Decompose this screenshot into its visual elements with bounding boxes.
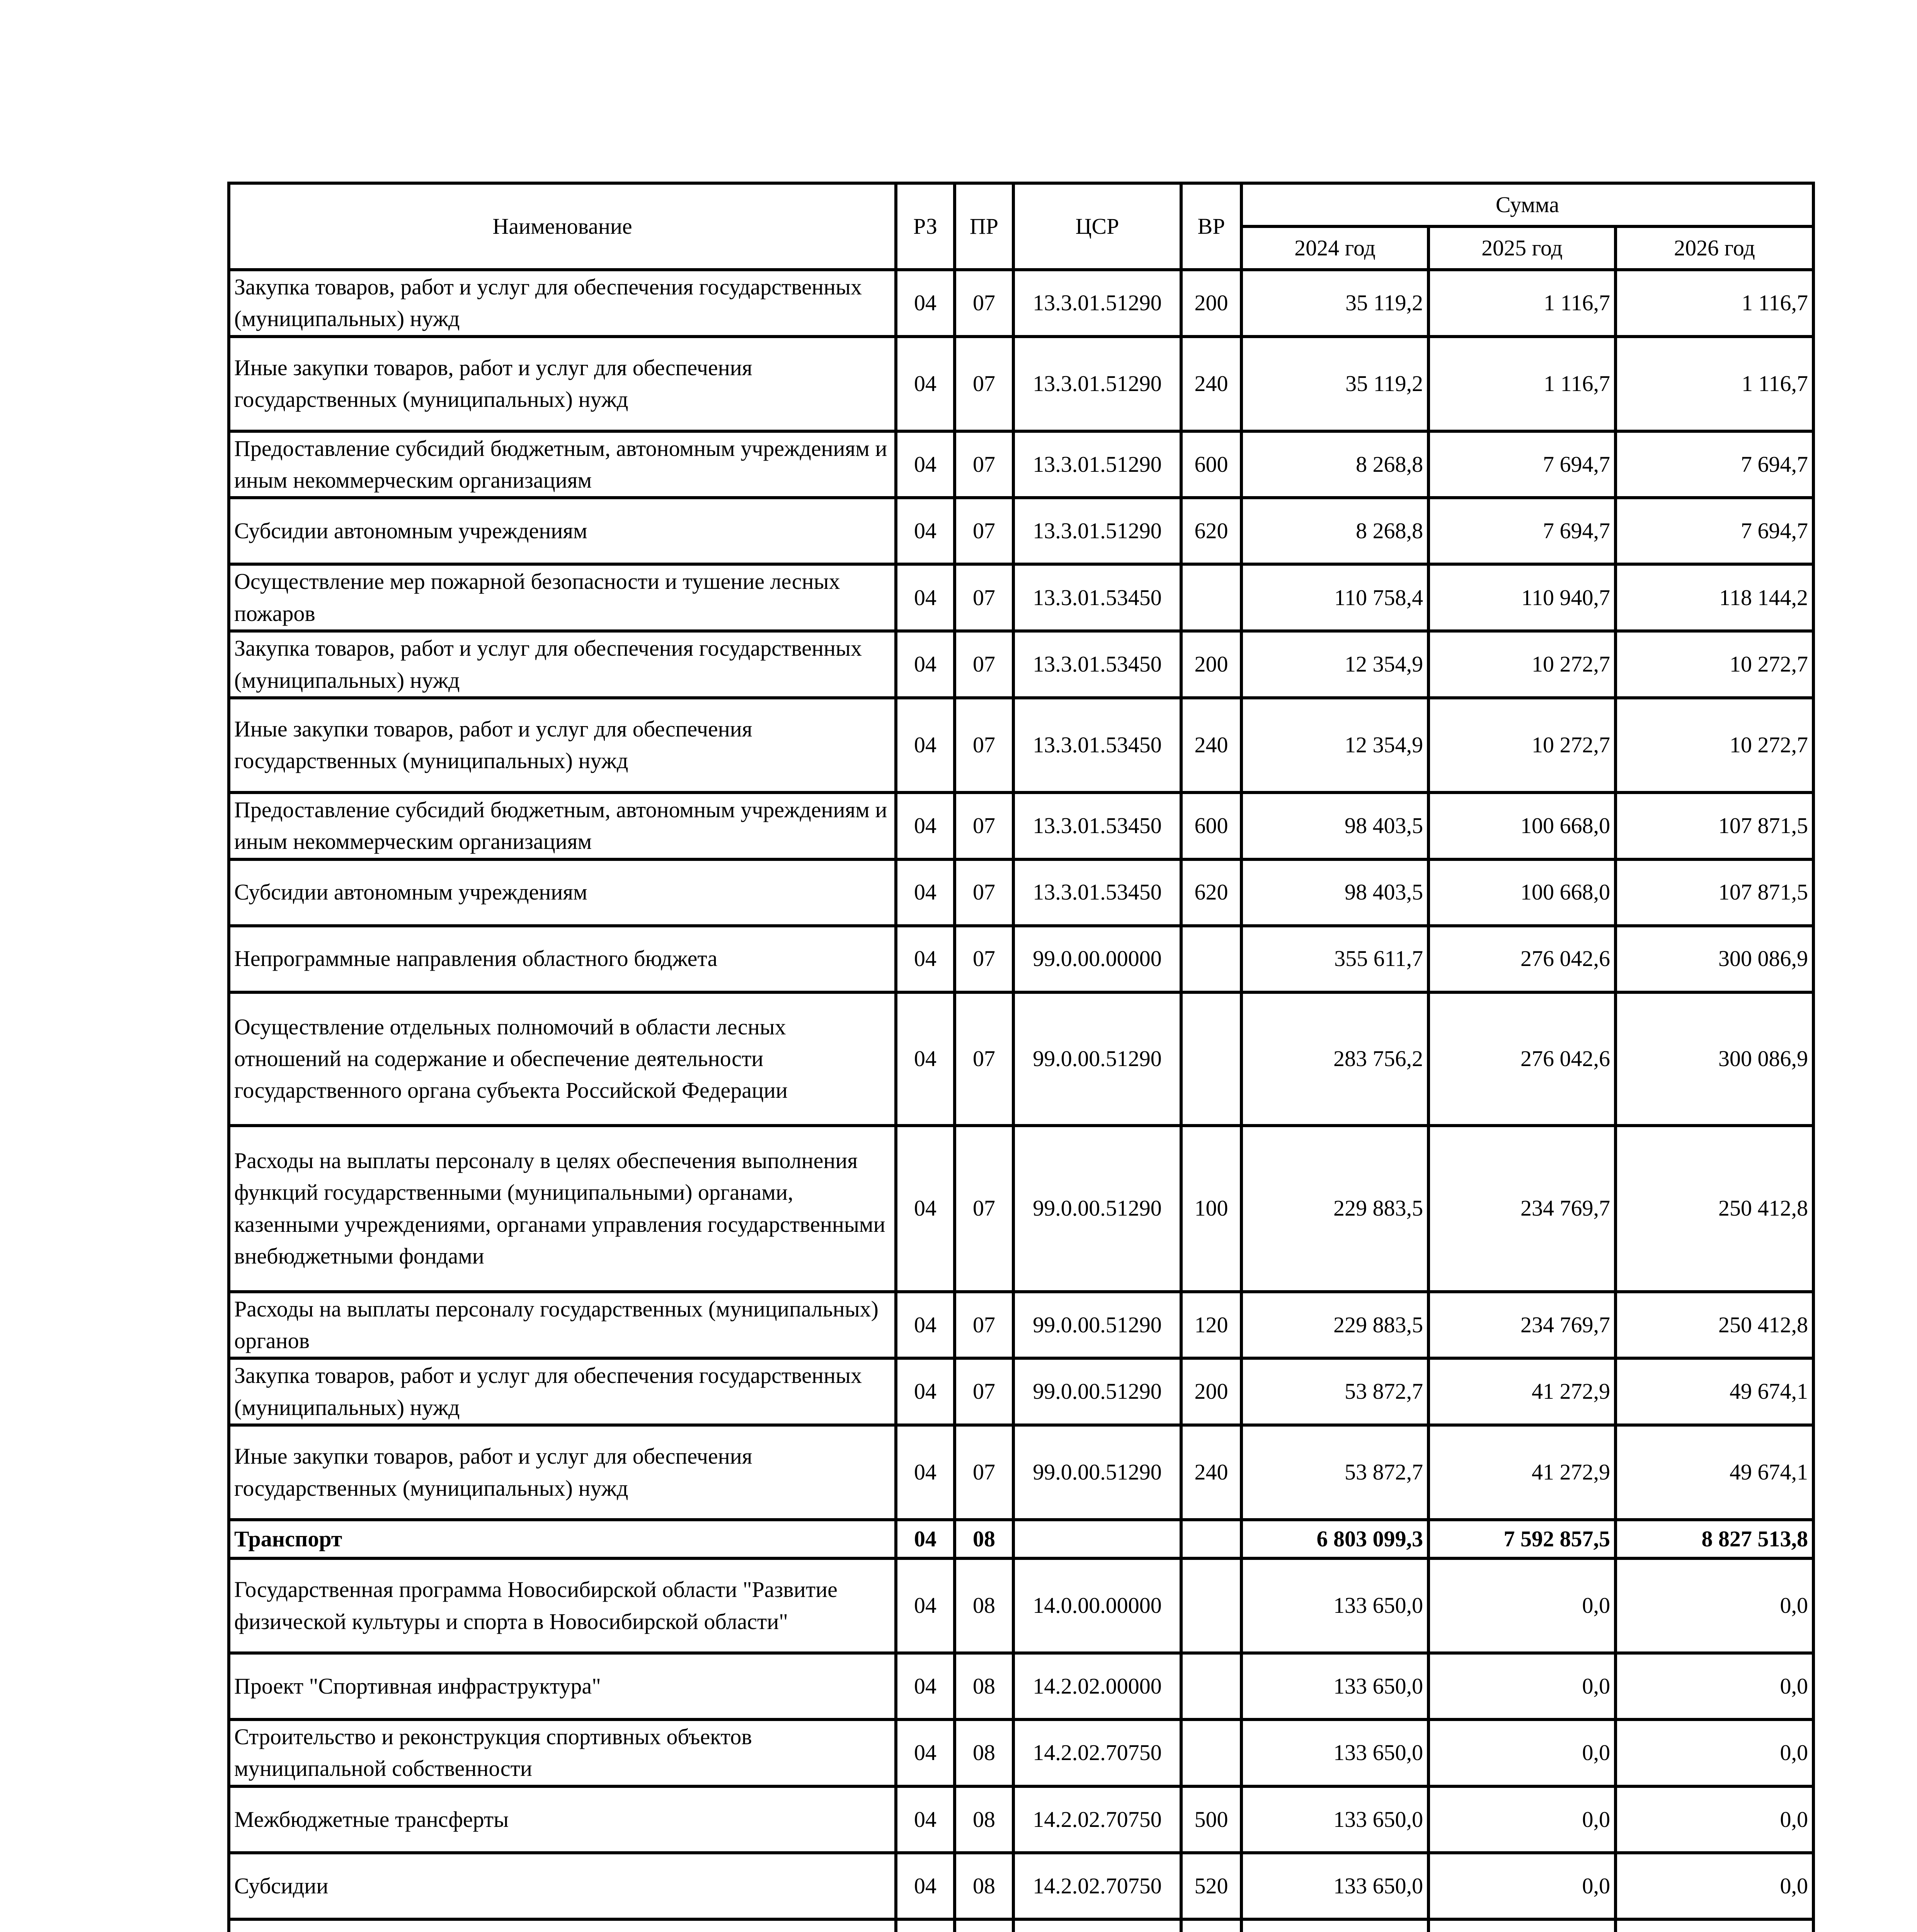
row-sum-2025: 10 272,7 [1428, 698, 1616, 793]
row-vr [1181, 1919, 1241, 1932]
row-sum-2026: 118 144,2 [1616, 564, 1813, 631]
row-sum-2026: 250 412,8 [1616, 1126, 1813, 1292]
row-pr: 07 [955, 631, 1013, 698]
row-sum-2026: 49 674,1 [1616, 1358, 1813, 1425]
row-sum-2025: 276 042,6 [1428, 926, 1616, 992]
row-sum-2025: 110 940,7 [1428, 564, 1616, 631]
row-name: Иные закупки товаров, работ и услуг для обеспечения государственных (муниципальных) нужд [229, 1425, 896, 1520]
row-sum-2026: 300 086,9 [1616, 992, 1813, 1126]
row-sum-2024: 35 119,2 [1241, 270, 1428, 337]
header-csr: ЦСР [1013, 183, 1181, 270]
row-vr: 240 [1181, 337, 1241, 431]
row-csr: 13.3.01.51290 [1013, 337, 1181, 431]
row-name: Транспорт [229, 1520, 896, 1558]
row-sum-2024: 229 883,5 [1241, 1126, 1428, 1292]
row-vr: 620 [1181, 859, 1241, 926]
row-rz: 04 [896, 1719, 955, 1786]
row-name: Субсидии [229, 1853, 896, 1919]
row-pr: 08 [955, 1719, 1013, 1786]
table-row [229, 1292, 1813, 1359]
row-rz: 04 [896, 431, 955, 498]
row-pr: 07 [955, 926, 1013, 992]
table-row [229, 1520, 1813, 1558]
row-rz: 04 [896, 498, 955, 564]
header-pr: ПР [955, 183, 1013, 270]
row-sum-2026: 10 272,7 [1616, 698, 1813, 793]
row-pr: 07 [955, 793, 1013, 859]
row-sum-2024: 53 872,7 [1241, 1425, 1428, 1520]
header-year-2024: 2024 год [1241, 226, 1428, 270]
row-csr: 99.0.00.51290 [1013, 1425, 1181, 1520]
row-sum-2025: 0,0 [1428, 1853, 1616, 1919]
table-row [229, 1358, 1813, 1425]
row-sum-2025 [1428, 1919, 1616, 1932]
row-name: Закупка товаров, работ и услуг для обеспечения государственных (муниципальных) нужд [229, 270, 896, 337]
row-rz [896, 1919, 955, 1932]
table-header [229, 183, 1813, 270]
row-sum-2026: 0,0 [1616, 1558, 1813, 1653]
table-row [229, 926, 1813, 992]
row-csr: 13.3.01.51290 [1013, 270, 1181, 337]
table-row [229, 992, 1813, 1126]
table-row [229, 1719, 1813, 1786]
row-sum-2025: 1 116,7 [1428, 270, 1616, 337]
row-csr: 13.3.01.53450 [1013, 698, 1181, 793]
row-pr: 07 [955, 498, 1013, 564]
row-rz: 04 [896, 1520, 955, 1558]
row-sum-2024: 133 650,0 [1241, 1558, 1428, 1653]
row-pr: 08 [955, 1558, 1013, 1653]
row-sum-2024 [1241, 1919, 1428, 1932]
row-vr [1181, 1719, 1241, 1786]
row-vr: 120 [1181, 1292, 1241, 1359]
row-vr: 100 [1181, 1126, 1241, 1292]
row-sum-2024: 12 354,9 [1241, 631, 1428, 698]
row-sum-2026: 0,0 [1616, 1786, 1813, 1853]
row-sum-2024: 133 650,0 [1241, 1719, 1428, 1786]
row-sum-2026: 0,0 [1616, 1653, 1813, 1719]
row-vr: 600 [1181, 793, 1241, 859]
row-sum-2025: 0,0 [1428, 1719, 1616, 1786]
row-vr [1181, 992, 1241, 1126]
row-sum-2026: 300 086,9 [1616, 926, 1813, 992]
row-csr: 14.2.02.70750 [1013, 1853, 1181, 1919]
row-pr: 07 [955, 1358, 1013, 1425]
row-csr: 13.3.01.53450 [1013, 631, 1181, 698]
row-name: Межбюджетные трансферты [229, 1786, 896, 1853]
row-vr: 240 [1181, 698, 1241, 793]
table-row [229, 431, 1813, 498]
row-vr [1181, 926, 1241, 992]
row-sum-2025: 100 668,0 [1428, 859, 1616, 926]
row-csr: 99.0.00.51290 [1013, 1358, 1181, 1425]
row-name: Осуществление мер пожарной безопасности и тушение лесных пожаров [229, 564, 896, 631]
row-name: Государственная программа Новосибирской области "Развитие физической культуры и спорта в Новосибирской области" [229, 1558, 896, 1653]
row-sum-2026: 10 272,7 [1616, 631, 1813, 698]
row-sum-2026: 1 116,7 [1616, 337, 1813, 431]
row-sum-2024: 283 756,2 [1241, 992, 1428, 1126]
table-row [229, 1558, 1813, 1653]
table-row [229, 1126, 1813, 1292]
row-pr: 07 [955, 859, 1013, 926]
row-pr: 07 [955, 564, 1013, 631]
table-row [229, 498, 1813, 564]
row-vr: 500 [1181, 1786, 1241, 1853]
row-pr: 07 [955, 431, 1013, 498]
row-sum-2026: 0,0 [1616, 1719, 1813, 1786]
row-name: Закупка товаров, работ и услуг для обеспечения государственных (муниципальных) нужд [229, 631, 896, 698]
row-sum-2025: 7 592 857,5 [1428, 1520, 1616, 1558]
header-name: Наименование [229, 183, 896, 270]
row-csr [1013, 1520, 1181, 1558]
row-vr [1181, 564, 1241, 631]
table-row [229, 698, 1813, 793]
row-csr: 14.2.02.70750 [1013, 1719, 1181, 1786]
row-sum-2024: 110 758,4 [1241, 564, 1428, 631]
table-row [229, 793, 1813, 859]
row-name: Расходы на выплаты персоналу в целях обеспечения выполнения функций государственными (муниципальными) органами, казенными учреждениями, органами управления государственными внебюджетными фондами [229, 1126, 896, 1292]
row-csr: 13.3.01.53450 [1013, 793, 1181, 859]
row-rz: 04 [896, 631, 955, 698]
row-sum-2024: 53 872,7 [1241, 1358, 1428, 1425]
row-rz: 04 [896, 859, 955, 926]
table-row [229, 859, 1813, 926]
row-vr: 240 [1181, 1425, 1241, 1520]
header-sum: Сумма [1241, 183, 1813, 226]
row-csr: 99.0.00.51290 [1013, 1292, 1181, 1359]
row-vr: 620 [1181, 498, 1241, 564]
row-sum-2025: 0,0 [1428, 1786, 1616, 1853]
table-row [229, 337, 1813, 431]
row-name: Непрограммные направления областного бюджета [229, 926, 896, 992]
row-rz: 04 [896, 793, 955, 859]
table-row [229, 1425, 1813, 1520]
row-sum-2026: 7 694,7 [1616, 431, 1813, 498]
row-vr: 600 [1181, 431, 1241, 498]
row-pr: 07 [955, 1126, 1013, 1292]
row-name: Осуществление отдельных полномочий в области лесных отношений на содержание и обеспечение деятельности государственного органа субъекта Российской Федерации [229, 992, 896, 1126]
row-rz: 04 [896, 1425, 955, 1520]
row-csr: 13.3.01.53450 [1013, 564, 1181, 631]
row-rz: 04 [896, 1786, 955, 1853]
row-name: Иные закупки товаров, работ и услуг для обеспечения государственных (муниципальных) нужд [229, 698, 896, 793]
row-sum-2026: 8 827 513,8 [1616, 1520, 1813, 1558]
row-csr [1013, 1919, 1181, 1932]
budget-table [227, 182, 1815, 1932]
row-vr [1181, 1558, 1241, 1653]
row-sum-2024: 133 650,0 [1241, 1786, 1428, 1853]
row-sum-2024: 8 268,8 [1241, 498, 1428, 564]
row-name: Предоставление субсидий бюджетным, автономным учреждениям и иным некоммерческим организациям [229, 793, 896, 859]
row-rz: 04 [896, 1653, 955, 1719]
table-row [229, 564, 1813, 631]
row-name [229, 1919, 896, 1932]
row-name: Субсидии автономным учреждениям [229, 498, 896, 564]
header-year-2026: 2026 год [1616, 226, 1813, 270]
row-name: Расходы на выплаты персоналу государственных (муниципальных) органов [229, 1292, 896, 1359]
table-row [229, 1653, 1813, 1719]
row-name: Строительство и реконструкция спортивных объектов муниципальной собственности [229, 1719, 896, 1786]
row-sum-2024: 6 803 099,3 [1241, 1520, 1428, 1558]
row-pr: 07 [955, 1292, 1013, 1359]
row-name: Предоставление субсидий бюджетным, автономным учреждениям и иным некоммерческим организациям [229, 431, 896, 498]
row-csr: 99.0.00.51290 [1013, 1126, 1181, 1292]
row-sum-2024: 98 403,5 [1241, 859, 1428, 926]
row-sum-2025: 0,0 [1428, 1558, 1616, 1653]
row-vr: 200 [1181, 1358, 1241, 1425]
row-sum-2024: 229 883,5 [1241, 1292, 1428, 1359]
row-sum-2025: 41 272,9 [1428, 1358, 1616, 1425]
row-vr [1181, 1520, 1241, 1558]
row-rz: 04 [896, 1358, 955, 1425]
row-sum-2025: 276 042,6 [1428, 992, 1616, 1126]
table-row [229, 1853, 1813, 1919]
row-csr: 14.2.02.70750 [1013, 1786, 1181, 1853]
row-sum-2025: 7 694,7 [1428, 431, 1616, 498]
row-sum-2026: 0,0 [1616, 1853, 1813, 1919]
row-vr: 200 [1181, 631, 1241, 698]
row-name: Проект "Спортивная инфраструктура" [229, 1653, 896, 1719]
row-rz: 04 [896, 1853, 955, 1919]
row-sum-2026: 1 116,7 [1616, 270, 1813, 337]
row-csr: 99.0.00.00000 [1013, 926, 1181, 992]
row-sum-2025: 1 116,7 [1428, 337, 1616, 431]
row-pr [955, 1919, 1013, 1932]
row-vr: 520 [1181, 1853, 1241, 1919]
row-csr: 13.3.01.51290 [1013, 498, 1181, 564]
row-rz: 04 [896, 337, 955, 431]
row-sum-2025: 41 272,9 [1428, 1425, 1616, 1520]
header-vr: ВР [1181, 183, 1241, 270]
row-csr: 13.3.01.51290 [1013, 431, 1181, 498]
row-sum-2025: 234 769,7 [1428, 1126, 1616, 1292]
row-name: Закупка товаров, работ и услуг для обеспечения государственных (муниципальных) нужд [229, 1358, 896, 1425]
row-sum-2026: 250 412,8 [1616, 1292, 1813, 1359]
table-row [229, 631, 1813, 698]
row-pr: 07 [955, 337, 1013, 431]
row-name: Иные закупки товаров, работ и услуг для обеспечения государственных (муниципальных) нужд [229, 337, 896, 431]
table-body [229, 270, 1813, 1932]
row-csr: 13.3.01.53450 [1013, 859, 1181, 926]
table-row [229, 270, 1813, 337]
row-sum-2025: 0,0 [1428, 1653, 1616, 1719]
row-pr: 08 [955, 1520, 1013, 1558]
row-rz: 04 [896, 564, 955, 631]
row-sum-2025: 100 668,0 [1428, 793, 1616, 859]
row-sum-2024: 98 403,5 [1241, 793, 1428, 859]
header-year-2025: 2025 год [1428, 226, 1616, 270]
row-rz: 04 [896, 1292, 955, 1359]
row-sum-2025: 10 272,7 [1428, 631, 1616, 698]
row-sum-2026: 107 871,5 [1616, 793, 1813, 859]
row-vr [1181, 1653, 1241, 1719]
row-pr: 07 [955, 270, 1013, 337]
row-sum-2024: 133 650,0 [1241, 1853, 1428, 1919]
row-sum-2026 [1616, 1919, 1813, 1932]
row-sum-2026: 107 871,5 [1616, 859, 1813, 926]
row-rz: 04 [896, 698, 955, 793]
row-pr: 08 [955, 1853, 1013, 1919]
row-sum-2024: 133 650,0 [1241, 1653, 1428, 1719]
row-rz: 04 [896, 992, 955, 1126]
row-csr: 99.0.00.51290 [1013, 992, 1181, 1126]
row-rz: 04 [896, 1126, 955, 1292]
row-sum-2026: 49 674,1 [1616, 1425, 1813, 1520]
header-rz: РЗ [896, 183, 955, 270]
row-vr: 200 [1181, 270, 1241, 337]
row-sum-2024: 8 268,8 [1241, 431, 1428, 498]
row-rz: 04 [896, 926, 955, 992]
row-sum-2025: 234 769,7 [1428, 1292, 1616, 1359]
table-row [229, 1919, 1813, 1932]
row-sum-2024: 12 354,9 [1241, 698, 1428, 793]
row-sum-2025: 7 694,7 [1428, 498, 1616, 564]
row-pr: 08 [955, 1786, 1013, 1853]
row-sum-2024: 355 611,7 [1241, 926, 1428, 992]
row-pr: 07 [955, 698, 1013, 793]
row-rz: 04 [896, 1558, 955, 1653]
row-pr: 07 [955, 992, 1013, 1126]
row-sum-2024: 35 119,2 [1241, 337, 1428, 431]
row-sum-2026: 7 694,7 [1616, 498, 1813, 564]
row-name: Субсидии автономным учреждениям [229, 859, 896, 926]
row-pr: 07 [955, 1425, 1013, 1520]
row-csr: 14.2.02.00000 [1013, 1653, 1181, 1719]
row-pr: 08 [955, 1653, 1013, 1719]
table-row [229, 1786, 1813, 1853]
row-csr: 14.0.00.00000 [1013, 1558, 1181, 1653]
row-rz: 04 [896, 270, 955, 337]
